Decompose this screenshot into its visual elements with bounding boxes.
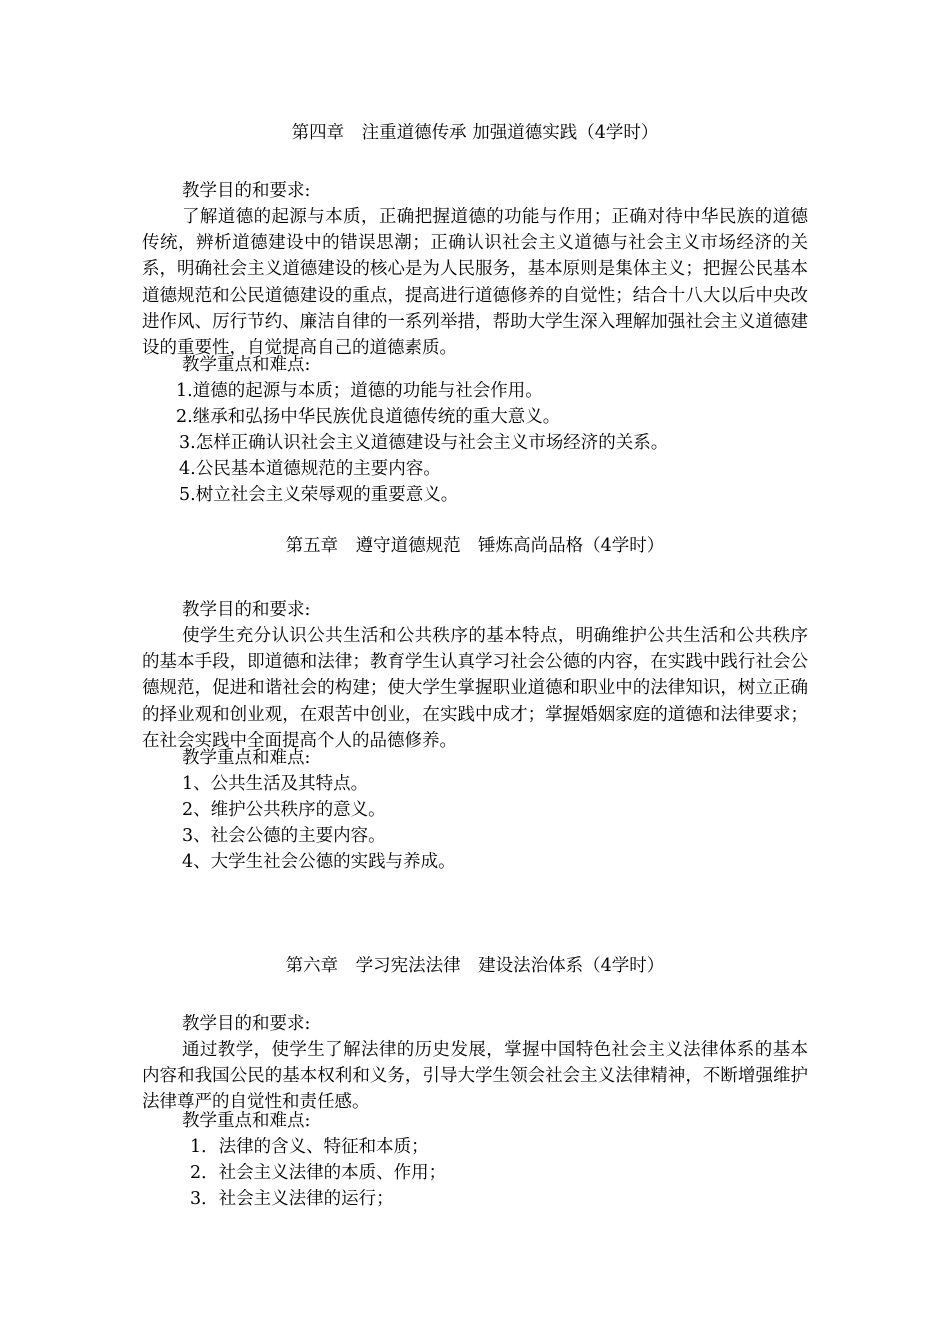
chapter-4-point-5: 5.树立社会主义荣辱观的重要意义。 (179, 485, 459, 505)
chapter-6-point-3: 3．社会主义法律的运行； (190, 1189, 394, 1209)
chapter-6-point-1: 1．法律的含义、特征和本质； (190, 1137, 429, 1157)
chapter-4-goals-text: 了解道德的起源与本质，正确把握道德的功能与作用；正确对待中华民族的道德传统，辨析道德建设中的错误思潮；正确认识社会主义道德与社会主义市场经济的关系，明确社会主义道德建设的核心是为人民服务，基本原则是集体主义；把握公民基本道德规范和公民道德建设的重点，提高进行道德修养的自觉性；结合十八大以后中央改进作风、厉行节约、廉洁自律的一系列举措，帮助大学生深入理解加强社会主义道德建设的重要性，自觉提高自己的道德素质。 (142, 207, 808, 359)
chapter-4-goals-label: 教学目的和要求: (182, 181, 311, 201)
chapter-5-key-label: 教学重点和难点: (182, 748, 311, 768)
chapter-4-title: 第四章 注重道德传承 加强道德实践（4学时） (291, 123, 659, 143)
chapter-4-point-2: 2.继承和弘扬中华民族优良道德传统的重大意义。 (176, 407, 561, 427)
chapter-6-goals-label: 教学目的和要求: (182, 1014, 311, 1034)
chapter-6-point-2: 2．社会主义法律的本质、作用； (190, 1163, 447, 1183)
chapter-4-key-label: 教学重点和难点: (182, 355, 311, 375)
chapter-5-point-1: 1、公共生活及其特点。 (182, 774, 369, 794)
chapter-5-title: 第五章 遵守道德规范 锤炼高尚品格（4学时） (285, 536, 665, 556)
chapter-4-point-3: 3.怎样正确认识社会主义道德建设与社会主义市场经济的关系。 (179, 433, 669, 453)
chapter-4-point-4: 4.公民基本道德规范的主要内容。 (179, 459, 441, 479)
chapter-6-title: 第六章 学习宪法法律 建设法治体系（4学时） (285, 956, 665, 976)
chapter-5-goals-text: 使学生充分认识公共生活和公共秩序的基本特点，明确维护公共生活和公共秩序的基本手段，即道德和法律；教育学生认真学习社会公德的内容，在实践中践行社会公德规范，促进和谐社会的构建；使大学生掌握职业道德和职业中的法律知识，树立正确的择业观和创业观，在艰苦中创业，在实践中成才；掌握婚姻家庭的道德和法律要求；在社会实践中全面提高个人的品德修养。 (142, 626, 808, 751)
chapter-6-key-label: 教学重点和难点: (182, 1111, 311, 1131)
chapter-5-point-4: 4、大学生社会公德的实践与养成。 (182, 852, 456, 872)
chapter-6-goals-text: 通过教学，使学生了解法律的历史发展，掌握中国特色社会主义法律体系的基本内容和我国公民的基本权利和义务，引导大学生领会社会主义法律精神，不断增强维护法律尊严的自觉性和责任感。 (142, 1040, 808, 1113)
chapter-5-point-2: 2、维护公共秩序的意义。 (182, 800, 386, 820)
chapter-5-point-3: 3、社会公德的主要内容。 (182, 826, 386, 846)
chapter-4-point-1: 1.道德的起源与本质；道德的功能与社会作用。 (176, 381, 543, 401)
chapter-5-goals-label: 教学目的和要求: (182, 600, 311, 620)
